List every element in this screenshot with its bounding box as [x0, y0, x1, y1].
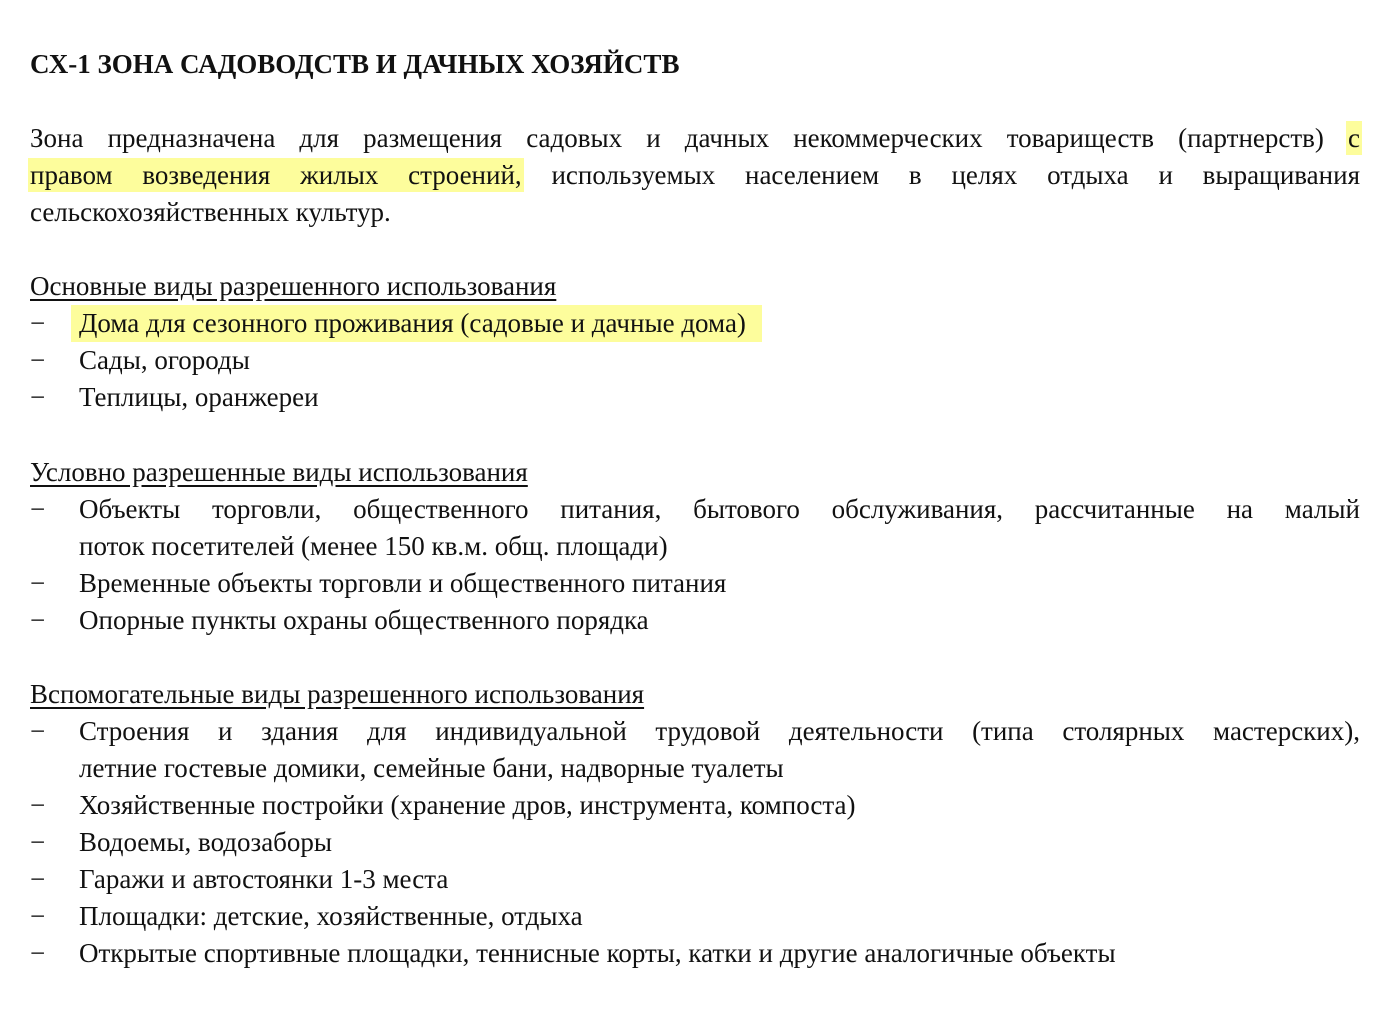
list-item: [30, 713, 1360, 787]
list-item-text-line-1: Объекты торговли, общественного питания, бытового обслуживания, рассчитанные на малый: [79, 494, 1360, 524]
bullet-dash: −: [30, 308, 46, 338]
list-item-text-line-2: летние гостевые домики, семейные бани, надворные туалеты: [79, 753, 784, 783]
list-item: [30, 935, 1360, 972]
bullet-dash: −: [30, 716, 46, 746]
list-item-text-line-2: поток посетителей (менее 150 кв.м. общ. площади): [79, 531, 668, 561]
bullet-dash: −: [30, 345, 46, 375]
list-item-text: Теплицы, оранжереи: [79, 382, 319, 412]
list-item: [30, 565, 1360, 602]
section-heading-conditional: Условно разрешенные виды использования: [30, 457, 528, 487]
section-heading-main: Основные виды разрешенного использования: [30, 271, 557, 301]
intro-line-2-text: используемых населением в целях отдыха и выращивания: [521, 160, 1360, 190]
bullet-dash: −: [30, 901, 46, 931]
list-item-text: Площадки: детские, хозяйственные, отдыха: [79, 901, 583, 931]
section-conditional-uses: [30, 454, 1360, 639]
bullet-dash: −: [30, 827, 46, 857]
list-item: [30, 861, 1360, 898]
section-heading-auxiliary: Вспомогательные виды разрешенного использования: [30, 679, 645, 709]
intro-line-1: [30, 120, 1360, 157]
list-item-text: Водоемы, водозаборы: [79, 827, 333, 857]
intro-paragraph: [30, 120, 1360, 231]
list-item: [30, 602, 1360, 639]
bullet-dash: −: [30, 494, 46, 524]
list-item: [30, 305, 1360, 342]
list-item-highlighted-text: Дома для сезонного проживания (садовые и дачные дома): [71, 305, 762, 342]
list-item-text-line-1: Строения и здания для индивидуальной трудовой деятельности (типа столярных мастерских),: [79, 716, 1360, 746]
intro-line-2: [30, 157, 1360, 194]
list-item-text: Временные объекты торговли и общественного питания: [79, 568, 727, 598]
document-title: СХ-1 ЗОНА САДОВОДСТВ И ДАЧНЫХ ХОЗЯЙСТВ: [30, 49, 680, 79]
list-item-text: Хозяйственные постройки (хранение дров, инструмента, компоста): [79, 790, 856, 820]
section-main-uses: [30, 268, 1360, 416]
list-item-text: Сады, огороды: [79, 345, 250, 375]
list-item: [30, 491, 1360, 565]
list-item-text: Гаражи и автостоянки 1-3 места: [79, 864, 449, 894]
intro-line-1-text: Зона предназначена для размещения садовых и дачных некоммерческих товариществ (партнерств): [30, 123, 1349, 153]
list-item-text: Опорные пункты охраны общественного порядка: [79, 605, 649, 635]
bullet-dash: −: [30, 938, 46, 968]
intro-line-3: сельскохозяйственных культур.: [30, 197, 391, 227]
list-item: [30, 787, 1360, 824]
list-item: [30, 342, 1360, 379]
bullet-dash: −: [30, 382, 46, 412]
list-item-text: Открытые спортивные площадки, теннисные корты, катки и другие аналогичные объекты: [79, 938, 1116, 968]
list-item: [30, 379, 1360, 416]
list-item: [30, 898, 1360, 935]
bullet-dash: −: [30, 790, 46, 820]
bullet-dash: −: [30, 605, 46, 635]
list-item: [30, 824, 1360, 861]
bullet-dash: −: [30, 568, 46, 598]
intro-highlight-2: правом возведения жилых строений,: [30, 160, 522, 190]
section-auxiliary-uses: [30, 676, 1360, 972]
bullet-dash: −: [30, 864, 46, 894]
intro-highlight-1: с: [1348, 123, 1360, 153]
